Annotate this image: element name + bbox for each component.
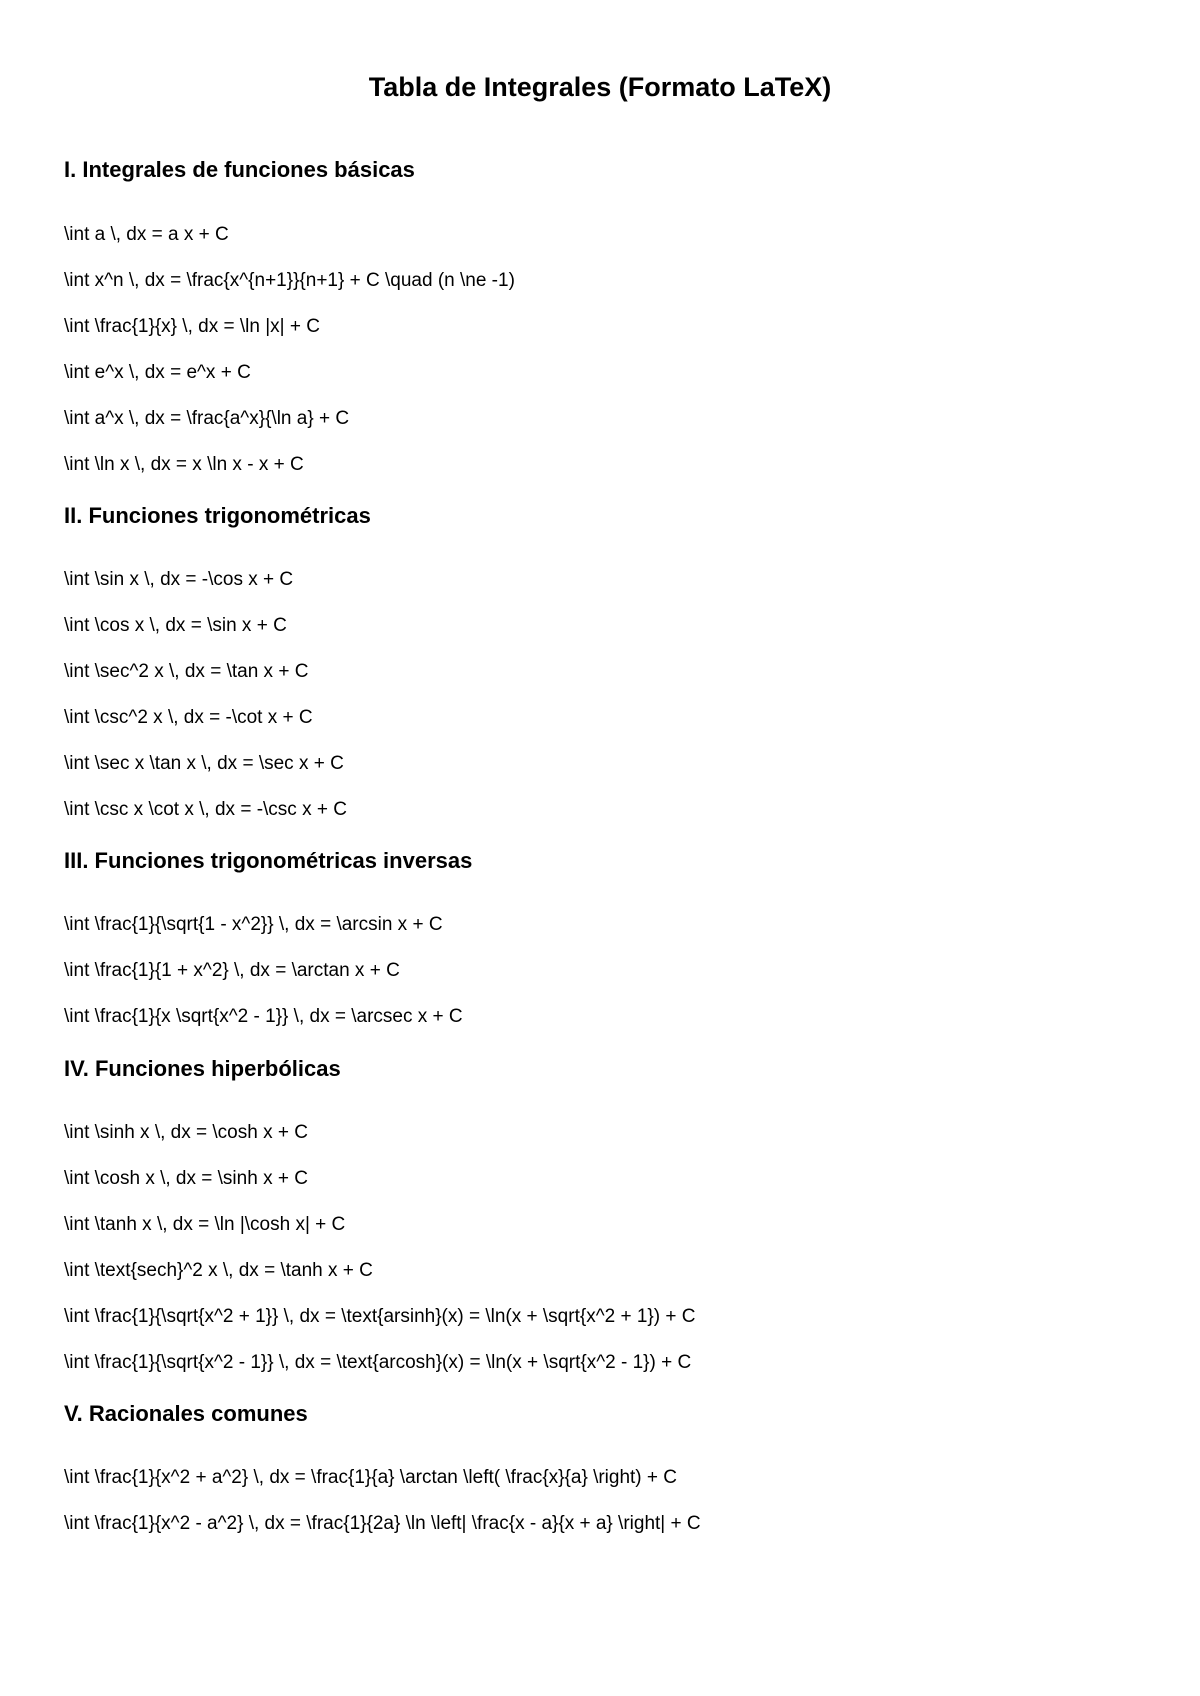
formula-item: \int a^x \, dx = \frac{a^x}{\ln a} + C	[64, 408, 350, 429]
section-heading-trig: II. Funciones trigonométricas	[64, 503, 371, 528]
formula-item: \int \csc^2 x \, dx = -\cot x + C	[64, 707, 313, 728]
formula-item: \int e^x \, dx = e^x + C	[64, 362, 251, 383]
formula-item: \int \tanh x \, dx = \ln |\cosh x| + C	[64, 1214, 346, 1235]
section-heading-inverse-trig: III. Funciones trigonométricas inversas	[64, 848, 473, 873]
formula-item: \int x^n \, dx = \frac{x^{n+1}}{n+1} + C \quad (n \ne -1)	[64, 270, 515, 291]
section-heading-rational: V. Racionales comunes	[64, 1401, 308, 1426]
formula-item: \int \ln x \, dx = x \ln x - x + C	[64, 454, 304, 475]
formula-item: \int \frac{1}{x^2 - a^2} \, dx = \frac{1}{2a} \ln \left| \frac{x - a}{x + a} \right| + C	[64, 1513, 701, 1534]
section-heading-hyperbolic: IV. Funciones hiperbólicas	[64, 1056, 341, 1081]
section-heading-basic: I. Integrales de funciones básicas	[64, 157, 415, 182]
formula-item: \int \csc x \cot x \, dx = -\csc x + C	[64, 799, 347, 820]
page-title: Tabla de Integrales (Formato LaTeX)	[368, 72, 832, 102]
formula-item: \int a \, dx = a x + C	[64, 224, 229, 245]
formula-item: \int \frac{1}{x} \, dx = \ln |x| + C	[64, 316, 320, 337]
formula-item: \int \text{sech}^2 x \, dx = \tanh x + C	[64, 1260, 373, 1281]
formula-item: \int \frac{1}{\sqrt{x^2 + 1}} \, dx = \text{arsinh}(x) = \ln(x + \sqrt{x^2 + 1}) + C	[64, 1306, 696, 1327]
formula-item: \int \frac{1}{\sqrt{x^2 - 1}} \, dx = \text{arcosh}(x) = \ln(x + \sqrt{x^2 - 1}) + C	[64, 1352, 692, 1373]
formula-item: \int \sec x \tan x \, dx = \sec x + C	[64, 753, 344, 774]
formula-item: \int \frac{1}{x^2 + a^2} \, dx = \frac{1}{a} \arctan \left( \frac{x}{a} \right) + C	[64, 1467, 678, 1488]
formula-item: \int \sec^2 x \, dx = \tan x + C	[64, 661, 309, 682]
formula-item: \int \sinh x \, dx = \cosh x + C	[64, 1122, 308, 1143]
formula-item: \int \sin x \, dx = -\cos x + C	[64, 569, 294, 590]
formula-item: \int \cos x \, dx = \sin x + C	[64, 615, 287, 636]
formula-item: \int \frac{1}{x \sqrt{x^2 - 1}} \, dx = \arcsec x + C	[64, 1006, 463, 1027]
formula-item: \int \frac{1}{\sqrt{1 - x^2}} \, dx = \arcsin x + C	[64, 914, 443, 935]
formula-item: \int \cosh x \, dx = \sinh x + C	[64, 1168, 308, 1189]
formula-item: \int \frac{1}{1 + x^2} \, dx = \arctan x + C	[64, 960, 400, 981]
